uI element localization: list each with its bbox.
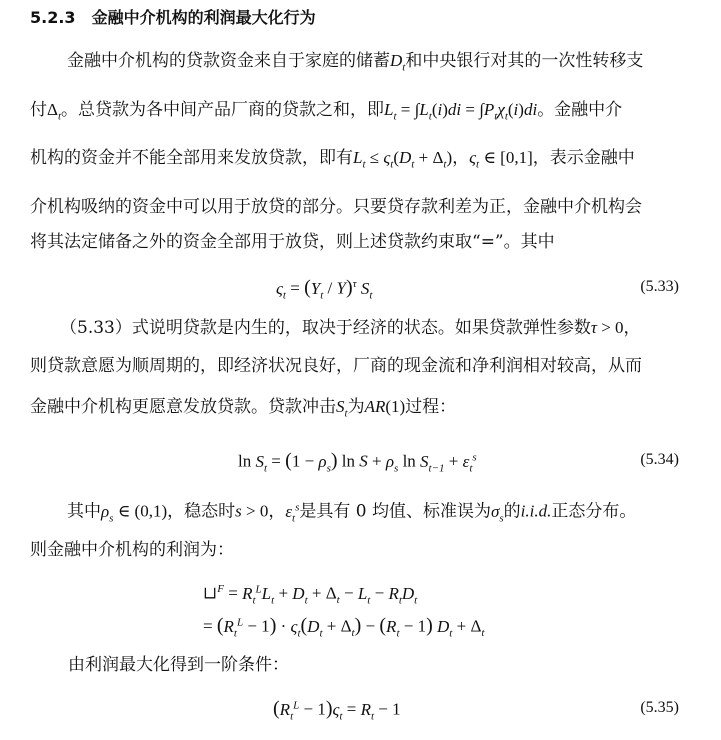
para1-line3: 机构的资金并不能全部用来发放贷款，即有$L_t \le \varsigma_t(D_t + \Delta_t)$，$\varsigma_t$ ∈ [0,1]，表示金融中 [30,148,635,171]
equation-5-34: $\ln S_t = (1 - \rho_s)$ $\ln S + \rho_s$ $\ln S_{t-1} + \varepsilon_t^s$ [238,449,477,475]
para3-line2: 则金融中介机构的利润为： [30,540,234,560]
section-title: 金融中介机构的利润最大化行为 [91,8,316,27]
equation-number-5-34: (5.34) [640,451,679,468]
equation-5-33: $\varsigma_t = (Y_t / Y)^\tau$ $S_t$ [276,276,373,302]
para2-line3: 金融中介机构更愿意发放贷款。贷款冲击$S_t$为AR(1)过程： [30,397,457,420]
equation-5-35: $(R_t^L - 1)\varsigma_t = R_t - 1$ [273,697,401,723]
equation-number-5-35: (5.35) [640,699,679,716]
section-heading [30,8,316,28]
para2-line2: 则贷款意愿为顺周期的，即经济状况良好，厂商的现金流和净利润相对较高，从而 [30,356,642,376]
profit-equation-line2: = $(R_t^L - 1) \cdot \varsigma_t(D_t + \Delta_t) - (R_t - 1) D_t + \Delta_t$ [203,614,485,640]
para1-line4: 介机构吸纳的资金中可以用于放贷的部分。只要贷存款利差为正，金融中介机构会 [30,197,642,217]
para1-line5: 将其法定储备之外的资金全部用于放贷，则上述贷款约束取“=”。其中 [30,232,555,252]
section-number: 5.2.3 [30,8,76,27]
para1-line1: 金融中介机构的贷款资金来自于家庭的储蓄$D_t$和中央银行对其的一次性转移支 [67,51,644,74]
profit-equation-line1: ⊔$^F$ = $R_t^LL_t + D_t + \Delta_t - L_t - R_tD_t$ [203,583,418,607]
para2-line1: （5.33）式说明贷款是内生的，取决于经济的状态。如果贷款弹性参数τ > 0， [60,318,641,338]
para3-line1: 其中$\rho_s$ ∈ (0,1)，稳态时s > 0，$\varepsilon_t^s$是具有 0 均值、标准误为$\sigma_s$的i.i.d.正态分布。 [67,501,637,525]
equation-number-5-33: (5.33) [640,278,679,295]
para4-line1: 由利润最大化得到一阶条件： [68,655,289,675]
para1-line2: 付$\Delta_t$。总贷款为各中间产品厂商的贷款之和，即$L_t = \int L_t(i)di = \int P_t\chi_t(i)di$。金融中介 [30,100,623,123]
